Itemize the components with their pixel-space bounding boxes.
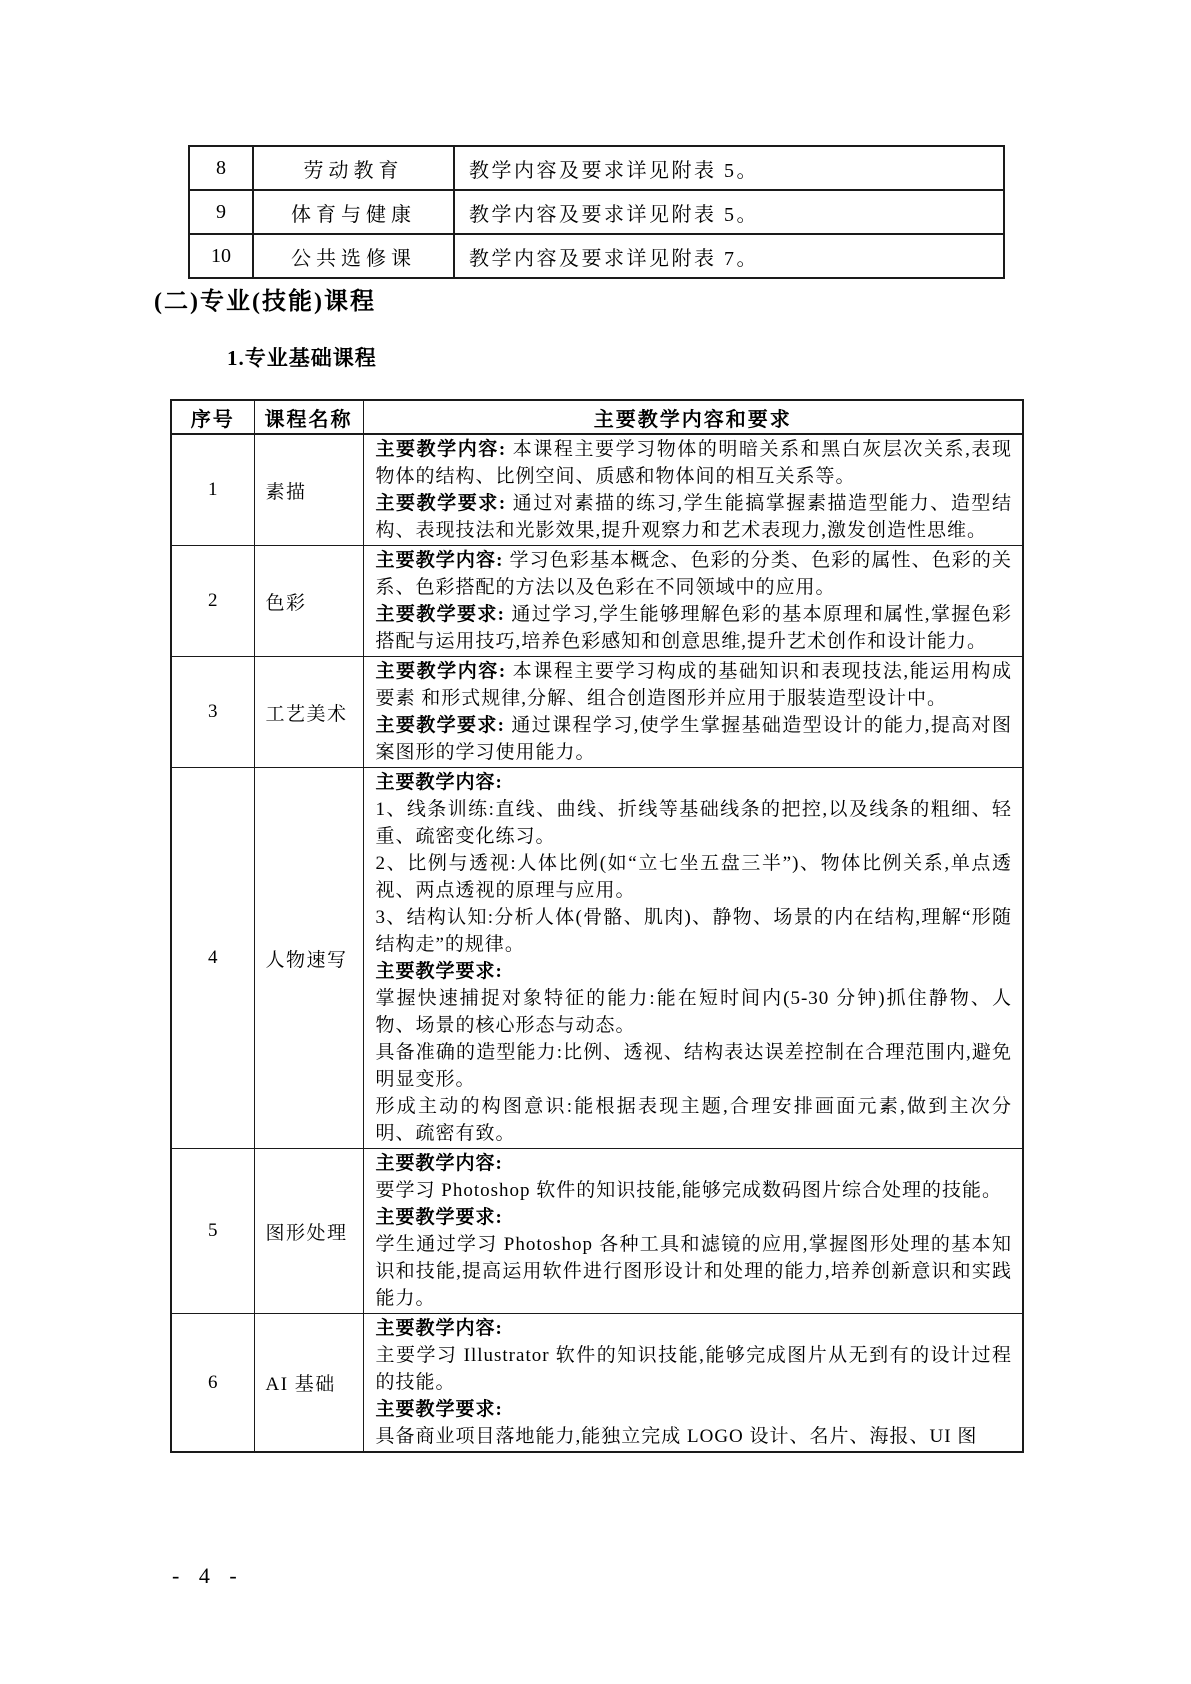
content-label: 主要教学内容: [375,550,504,571]
content-paragraph [376,958,1013,985]
content-label: 主要教学要求: [375,1399,503,1420]
content-label: 主要教学内容: [375,772,503,793]
table-row [171,1149,1023,1314]
course-cell: 图形处理 [254,1149,363,1314]
content-paragraph: 要学习 Photoshop 软件的知识技能,能够完成数码图片综合处理的技能。 [375,1180,1002,1201]
serial-cell: 3 [171,657,254,768]
content-paragraph [376,1396,1013,1423]
content-paragraph: 主要教学要求: 通过课程学习,使学生掌握基础造型设计的能力,提高对图案图形的学习使用能力。 [375,715,1012,763]
content-label: 主要教学内容: [375,439,507,460]
table-row [171,434,1023,546]
general-courses-table [188,145,1005,279]
content-cell: 教学内容及要求详见附表 5。 [454,146,1004,190]
content-paragraph [376,1150,1013,1177]
content-paragraph: 主要教学要求: 通过学习,学生能够理解色彩的基本原理和属性,掌握色彩搭配与运用技巧,培养色彩感知和创意思维,提升艺术创作和设计能力。 [375,604,1012,652]
content-paragraph: 学生通过学习 Photoshop 各种工具和滤镜的应用,掌握图形处理的基本知识和技能,提高运用软件进行图形设计和处理的能力,培养创新意识和实践能力。 [375,1234,1012,1309]
course-cell: AI 基础 [254,1314,363,1453]
table-row [171,546,1023,657]
content-label: 主要教学要求: [375,604,506,625]
content-paragraph: 2、比例与透视:人体比例(如“立七坐五盘三半”)、物体比例关系,单点透视、两点透视的原理与应用。 [375,853,1012,901]
serial-cell: 6 [171,1314,254,1453]
serial-cell: 1 [171,434,254,546]
content-cell [363,1149,1023,1314]
serial-cell: 5 [171,1149,254,1314]
page-number: - 4 - [172,1563,239,1588]
table-row [189,146,1004,190]
course-cell: 素描 [254,434,363,546]
serial-cell: 8 [189,146,253,190]
content-paragraph [376,1204,1013,1231]
content-label: 主要教学要求: [375,961,503,982]
table-row [171,768,1023,1149]
content-cell: 教学内容及要求详见附表 5。 [454,190,1004,234]
content-paragraph: 3、结构认知:分析人体(骨骼、肌肉)、静物、场景的内在结构,理解“形随结构走”的规律。 [375,907,1012,955]
table-row [171,1314,1023,1453]
content-cell [363,657,1023,768]
table-row [189,190,1004,234]
content-cell [363,768,1023,1149]
content-paragraph: 掌握快速捕捉对象特征的能力:能在短时间内(5-30 分钟)抓住静物、人物、场景的核心形态与动态。 [375,988,1012,1036]
course-cell: 体育与健康 [253,190,454,234]
course-cell: 色彩 [254,546,363,657]
content-paragraph: 主要教学要求: 通过对素描的练习,学生能搞掌握素描造型能力、造型结构、表现技法和光影效果,提升观察力和艺术表现力,激发创造性思维。 [375,493,1012,541]
content-paragraph [376,769,1013,796]
table-header-row [171,400,1023,434]
serial-cell: 10 [189,234,253,278]
content-paragraph: 主要学习 Illustrator 软件的知识技能,能够完成图片从无到有的设计过程的技能。 [375,1345,1012,1393]
content-label: 主要教学内容: [375,1318,503,1339]
course-cell: 劳动教育 [253,146,454,190]
table-row [171,657,1023,768]
content-paragraph [376,1315,1013,1342]
course-cell: 公共选修课 [253,234,454,278]
serial-cell: 2 [171,546,254,657]
content-cell: 教学内容及要求详见附表 7。 [454,234,1004,278]
content-label: 主要教学内容: [375,1153,503,1174]
course-cell: 人物速写 [254,768,363,1149]
content-paragraph: 具备商业项目落地能力,能独立完成 LOGO 设计、名片、海报、UI 图 [375,1426,978,1447]
serial-cell: 9 [189,190,253,234]
header-serial: 序号 [171,400,254,434]
table-row [189,234,1004,278]
content-cell [363,546,1023,657]
content-label: 主要教学要求: [375,493,507,514]
content-paragraph: 主要教学内容: 本课程主要学习物体的明暗关系和黑白灰层次关系,表现物体的结构、比例空间、质感和物体间的相互关系等。 [375,439,1012,487]
serial-cell: 4 [171,768,254,1149]
content-paragraph: 形成主动的构图意识:能根据表现主题,合理安排画面元素,做到主次分明、疏密有致。 [375,1096,1012,1144]
content-cell [363,434,1023,546]
content-paragraph: 主要教学内容: 本课程主要学习构成的基础知识和表现技法,能运用构成要素 和形式规律,分解、组合创造图形并应用于服装造型设计中。 [375,661,1012,709]
header-content-requirements: 主要教学内容和要求 [363,400,1023,434]
content-label: 主要教学要求: [375,715,506,736]
content-paragraph: 具备准确的造型能力:比例、透视、结构表达误差控制在合理范围内,避免明显变形。 [375,1042,1012,1090]
course-cell: 工艺美术 [254,657,363,768]
content-paragraph: 1、线条训练:直线、曲线、折线等基础线条的把控,以及线条的粗细、轻重、疏密变化练习。 [375,799,1012,847]
section-heading: (二)专业(技能)课程 [154,289,376,315]
content-cell [363,1314,1023,1453]
basic-courses-table [170,399,1024,1453]
content-label: 主要教学要求: [375,1207,503,1228]
content-label: 主要教学内容: [375,661,507,682]
header-course-name: 课程名称 [254,400,363,434]
content-paragraph: 主要教学内容: 学习色彩基本概念、色彩的分类、色彩的属性、色彩的关系、色彩搭配的方法以及色彩在不同领域中的应用。 [375,550,1013,598]
sub-heading: 1.专业基础课程 [227,346,377,370]
